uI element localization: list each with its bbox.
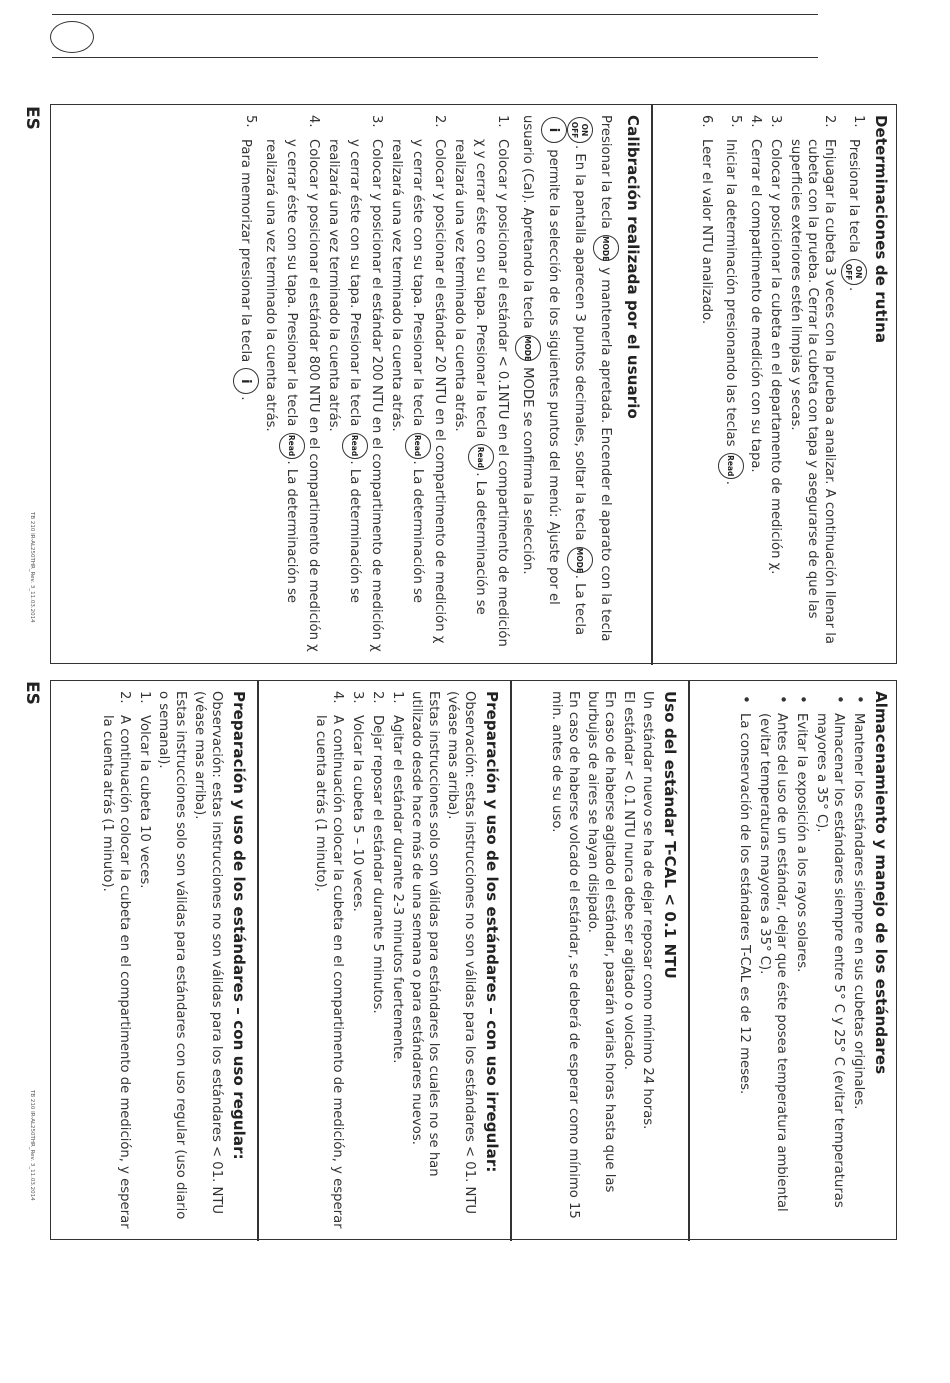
- on-off-key-icon: ON OFF: [567, 117, 593, 143]
- page-number-oval: [50, 21, 94, 53]
- calibration-column: [51, 105, 648, 665]
- regular-title: Preparación y uso de los estándares – con uso regular:: [230, 691, 248, 1160]
- calibration-step-2: 2. Colocar y posicionar el estándar 20 NTU en el compartimento de medición χ y cerrar éste con su tapa. Presionar la tecla Read. La determinación se realizará una vez terminado la cuenta atrás.: [389, 115, 447, 644]
- language-label-right: ES: [22, 681, 42, 705]
- footnote-right: TB 210 IR-AL250THR_Rev. 3_11.03.2014: [29, 1090, 35, 1201]
- storage-title: Almacenamiento y manejo de los estándares: [872, 691, 890, 1075]
- irregular-step-4: 4. A continuación colocar la cubeta en el compartimento de medición, y esperar la cuenta atrás (1 minuto).: [313, 691, 345, 1229]
- routine-step-1: 1. Presionar la tecla ON OFF.: [841, 115, 867, 653]
- mode-key-icon: MODE: [515, 335, 541, 361]
- routine-step-5: 5. Iniciar la determinación presionando las teclas Read.: [718, 115, 744, 653]
- storage-bullet-3: • Evitar la exposición a los rayos solares.: [793, 691, 810, 1229]
- routine-title: Determinaciones de rutina: [872, 115, 890, 344]
- mode-key-icon: MODE: [567, 547, 593, 573]
- storage-bullet-4: • Antes del uso de un estándar, dejar que éste posea temperatura ambiental (evitar temperaturas mayores a 35° C).: [756, 691, 790, 1229]
- calibration-step-4: 4. Colocar y posicionar el estándar 800 NTU en el compartimento de medición χ y cerrar éste con su tapa. Presionar la tecla Read. La determinación se realizará una vez terminado la cuenta atrás.: [263, 115, 321, 652]
- routine-step-2: 2. Enjuagar la cubeta 3 veces con la prueba a analizar. A continuación llenar la cubeta con la prueba. Cerrar la cubeta con tapa y asegurarse de que las superficies exteriores estén limpias y secas.: [788, 115, 837, 644]
- tcal-para-1: Un estándar nuevo se ha de dejar reposar como mínimo 24 horas.: [640, 691, 655, 1130]
- tcal-para-4: En caso de haberse volcado el estándar, se deberá de esperar como mínimo 15 min. antes de su uso.: [549, 691, 581, 1219]
- routine-step-6: 6. Leer el valor NTU analizado.: [699, 115, 714, 325]
- regular-section: [51, 681, 254, 1241]
- irregular-note: Observación: estas instrucciones no son válidas para los estándares < 01. NTU (véase mas arriba).: [445, 691, 477, 1215]
- calibration-step-5: 5. Para memorizar presionar la tecla i.: [233, 115, 259, 653]
- header-rule-top: [52, 14, 818, 15]
- routine-column: [651, 105, 896, 665]
- tcal-para-2: El estándar < 0.1 NTU nunca debe ser agitado o volcado.: [621, 691, 636, 1070]
- irregular-section: [257, 681, 507, 1241]
- routine-step-4: 4. Cerrar el compartimento de medición con su tapa.: [748, 115, 763, 473]
- read-key-icon: Read: [468, 444, 494, 470]
- on-off-key-icon: ON OFF: [841, 259, 867, 285]
- calibration-title: Calibración realizada por el usuario: [624, 115, 642, 419]
- regular-note: Observación: estas instrucciones no son válidas para los estándares < 01. NTU (véase mas arriba).: [192, 691, 224, 1215]
- tcal-para-3: En caso de haberse agitado el estándar, pasarán varias horas hasta que las burbujas de aires se hayan disipado.: [585, 691, 617, 1193]
- irregular-step-3: 3. Volcar la cubeta 5 – 10 veces.: [350, 691, 365, 912]
- regular-step-1: 1. Volcar la cubeta 10 veces.: [137, 691, 152, 889]
- calibration-step-3: 3. Colocar y posicionar el estándar 200 NTU en el compartimento de medición χ y cerrar éste con su tapa. Presionar la tecla Read. La determinación se realizará una vez terminado la cuenta atrás.: [326, 115, 384, 652]
- irregular-scope: Estas instrucciones solo son válidas para estándares los cuales no se han utilizado desde hace más de una semana o para estándares nuevos.: [409, 691, 441, 1177]
- info-key-icon: i: [541, 117, 567, 143]
- read-key-icon: Read: [342, 433, 368, 459]
- storage-bullet-2: • Almacenar los estándares siempre entre 5° C y 25° C (evitar temperaturas mayores a 35° C).: [813, 691, 847, 1229]
- irregular-step-1: 1. Agitar el estándar durante 2-3 minutos fuertemente.: [390, 691, 405, 1064]
- routine-step-3: 3. Colocar y posicionar la cubeta en el departamento de medición χ.: [768, 115, 783, 575]
- tcal-title: Uso del estándar T-CAL < 0.1 NTU: [661, 691, 679, 979]
- footnote-left: TB 210 IR-AL250THR_Rev. 3_11.03.2014: [29, 512, 35, 623]
- header-rule-bottom: [52, 57, 818, 58]
- mode-key-icon: MODE: [593, 235, 619, 261]
- storage-bullet-5: • La conservación de los estándares T-CAL es de 12 meses.: [736, 691, 753, 1229]
- read-key-icon: Read: [718, 453, 744, 479]
- language-label-left: ES: [22, 106, 42, 130]
- irregular-step-2: 2. Dejar reposar el estándar durante 5 minutos.: [370, 691, 385, 1014]
- calibration-intro: Presionar la tecla MODE y mantenerla apretada. Encender el aparato con la tecla ON OFF. En la pantalla aparecen 3 puntos decimales, soltar la tecla MODE. La tecla i permite la selección de los siguientes puntos del menú: Ajuste por el usuario (Cal). Apretando la tecla MODE MODE se confirma la selección.: [515, 115, 619, 653]
- storage-section: [688, 681, 896, 1241]
- regular-step-2: 2. A continuación colocar la cubeta en el compartimento de medición, y esperar la cuenta atrás (1 minuto).: [100, 691, 132, 1229]
- regular-scope: Estas instrucciones solo son válidas para estándares con uso regular (uso diario o semanal).: [156, 691, 188, 1220]
- tcal-section: [510, 681, 685, 1241]
- read-key-icon: Read: [279, 433, 305, 459]
- storage-bullet-1: • Mantener los estándares siempre en sus cubetas originales.: [850, 691, 867, 1229]
- info-key-icon: i: [233, 368, 259, 394]
- left-page: [50, 104, 897, 664]
- irregular-title: Preparación y uso de los estándares – con uso irregular:: [483, 691, 501, 1173]
- right-page: [50, 680, 897, 1240]
- calibration-step-1: 1. Colocar y posicionar el estándar < 0.1NTU en el compartimento de medición χ y cerrar éste con su tapa. Presionar la tecla Read. La determinación se realizará una vez terminado la cuenta atrás.: [452, 115, 510, 647]
- read-key-icon: Read: [405, 433, 431, 459]
